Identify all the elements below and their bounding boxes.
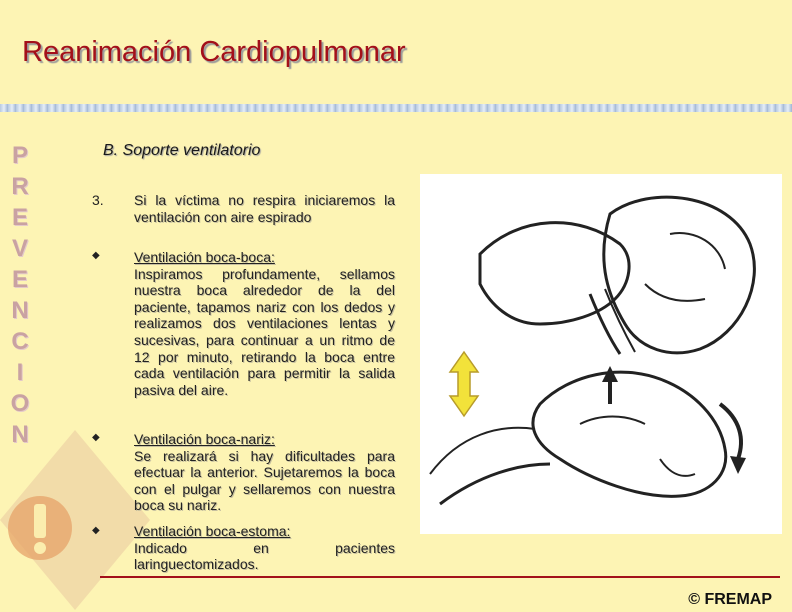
side-letter: N bbox=[11, 421, 29, 448]
side-letter: R bbox=[11, 173, 29, 200]
footer-copyright: © FREMAP bbox=[688, 591, 772, 608]
warning-watermark-icon bbox=[0, 430, 150, 610]
rescue-breathing-illustration bbox=[420, 174, 782, 534]
side-letter: V bbox=[11, 235, 28, 262]
bullet-heading: Ventilación boca-estoma: bbox=[134, 523, 291, 539]
bullet-heading: Ventilación boca-boca: bbox=[134, 249, 275, 265]
bullet-marker: ◆ bbox=[92, 525, 100, 536]
side-letter: I bbox=[16, 359, 24, 386]
bullet-marker: ◆ bbox=[92, 250, 100, 261]
footer-divider bbox=[100, 576, 780, 578]
bullet-heading: Ventilación boca-nariz: bbox=[134, 431, 275, 447]
bullet-text: Indicado en pacientes laringuectomizados. bbox=[134, 539, 395, 573]
intro-paragraph: Si la víctima no respira iniciaremos la ventilación con aire espirado bbox=[134, 192, 395, 225]
bullet-item bbox=[134, 431, 395, 514]
bullet-item bbox=[134, 249, 395, 398]
bullet-text: Se realizará si hay dificultades para efectuar la anterior. Sujetaremos la boca con el pulgar y sellaremos con nuestra boca su nariz. bbox=[134, 447, 395, 514]
bullet-marker: ◆ bbox=[92, 432, 100, 443]
bullet-text: Inspiramos profundamente, sellamos nuestra boca alrededor de la del paciente, tapamos nariz con los dedos y realizamos dos ventilaciones lentas y sucesivas, para continuar a un ritmo de 12 por minuto, retirando la boca entre cada ventilación para permitir la salida pasiva del aire. bbox=[134, 265, 395, 398]
side-letter: P bbox=[11, 142, 28, 169]
slide-title: Reanimación Cardiopulmonar bbox=[22, 36, 406, 68]
section-subtitle: B. Soporte ventilatorio bbox=[103, 142, 261, 159]
side-vertical-word bbox=[8, 140, 32, 450]
bullet-item bbox=[134, 523, 395, 573]
side-letter: E bbox=[11, 204, 28, 231]
side-letter: C bbox=[11, 328, 29, 355]
side-letter: N bbox=[11, 297, 29, 324]
title-divider bbox=[0, 104, 792, 112]
side-letter: O bbox=[10, 390, 30, 417]
item-number: 3. bbox=[92, 192, 104, 208]
side-letter: E bbox=[11, 266, 28, 293]
